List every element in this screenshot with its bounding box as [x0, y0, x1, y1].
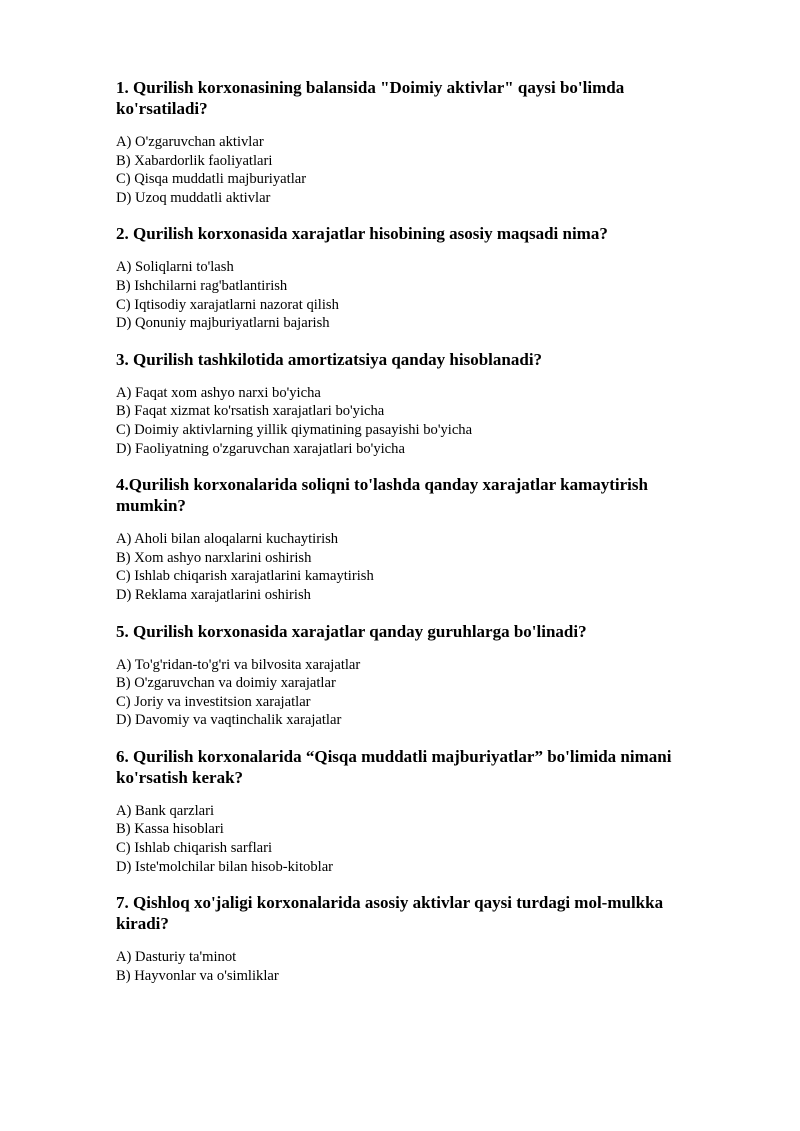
answer-option-a: A) Aholi bilan aloqalarni kuchaytirish — [116, 531, 339, 548]
answer-option-b: B) Hayvonlar va o'simliklar — [116, 967, 279, 984]
question-title: 4.Qurilish korxonalarida soliqni to'lashda qanday xarajatlar kamaytirish mumkin? — [116, 475, 648, 516]
answer-option-c: C) Iqtisodiy xarajatlarni nazorat qilish — [116, 296, 339, 313]
spacer — [116, 333, 716, 349]
question-6 — [116, 746, 716, 876]
answer-option-b: B) O'zgaruvchan va doimiy xarajatlar — [116, 675, 336, 692]
answer-option-c: C) Ishlab chiqarish xarajatlarini kamaytirish — [116, 568, 374, 585]
spacer — [116, 730, 716, 746]
answer-option-a: A) Bank qarzlari — [116, 802, 215, 819]
answer-option-a: A) To'g'ridan-to'g'ri va bilvosita xarajatlar — [116, 656, 361, 673]
answer-option-a: A) O'zgaruvchan aktivlar — [116, 134, 264, 150]
answer-options — [116, 258, 716, 332]
answer-option-d: D) Uzoq muddatli aktivlar — [116, 189, 271, 206]
spacer — [116, 207, 716, 223]
answer-option-a: A) Dasturiy ta'minot — [116, 949, 237, 966]
answer-option-d: D) Faoliyatning o'zgaruvchan xarajatlari bo'yicha — [116, 440, 405, 457]
spacer — [116, 458, 716, 474]
answer-option-b: B) Xabardorlik faoliyatlari — [116, 152, 273, 169]
answer-option-d: D) Iste'molchilar bilan hisob-kitoblar — [116, 858, 334, 875]
question-5 — [116, 621, 716, 730]
answer-option-b: B) Kassa hisoblari — [116, 821, 224, 838]
answer-option-a: A) Soliqlarni to'lash — [116, 259, 234, 276]
question-7 — [116, 892, 716, 985]
answer-options — [116, 530, 716, 604]
spacer — [116, 605, 716, 621]
answer-options — [116, 133, 716, 207]
answer-option-c: C) Joriy va investitsion xarajatlar — [116, 693, 311, 710]
question-4 — [116, 474, 716, 604]
answer-options — [116, 948, 716, 985]
answer-options — [116, 384, 716, 458]
answer-option-d: D) Davomiy va vaqtinchalik xarajatlar — [116, 712, 342, 729]
answer-option-b: B) Ishchilarni rag'batlantirish — [116, 277, 288, 294]
question-3 — [116, 349, 716, 458]
answer-option-c: C) Ishlab chiqarish sarflari — [116, 840, 273, 857]
answer-option-b: B) Faqat xizmat ko'rsatish xarajatlari bo'yicha — [116, 403, 385, 420]
question-1 — [116, 77, 716, 207]
answer-option-c: C) Qisqa muddatli majburiyatlar — [116, 171, 307, 188]
answer-options — [116, 802, 716, 876]
answer-option-c: C) Doimiy aktivlarning yillik qiymatining pasayishi bo'yicha — [116, 421, 473, 438]
document-page — [116, 77, 716, 985]
question-title: 2. Qurilish korxonasida xarajatlar hisobining asosiy maqsadi nima? — [116, 224, 608, 244]
answer-options — [116, 656, 716, 730]
question-title: 7. Qishloq xo'jaligi korxonalarida asosiy aktivlar qaysi turdagi mol-mulkka kiradi? — [116, 893, 664, 934]
answer-option-d: D) Qonuniy majburiyatlarni bajarish — [116, 315, 330, 332]
answer-option-b: B) Xom ashyo narxlarini oshirish — [116, 549, 312, 566]
question-title: 6. Qurilish korxonalarida “Qisqa muddatli majburiyatlar” bo'limida nimani ko'rsatish kerak? — [116, 746, 672, 787]
question-title: 3. Qurilish tashkilotida amortizatsiya qanday hisoblanadi? — [116, 349, 543, 369]
question-title: 1. Qurilish korxonasining balansida "Doimiy aktivlar" qaysi bo'limda ko'rsatiladi? — [116, 78, 625, 118]
spacer — [116, 876, 716, 892]
question-2 — [116, 223, 716, 332]
question-title: 5. Qurilish korxonasida xarajatlar qanday guruhlarga bo'linadi? — [116, 621, 587, 641]
answer-option-a: A) Faqat xom ashyo narxi bo'yicha — [116, 384, 321, 401]
answer-option-d: D) Reklama xarajatlarini oshirish — [116, 586, 311, 603]
